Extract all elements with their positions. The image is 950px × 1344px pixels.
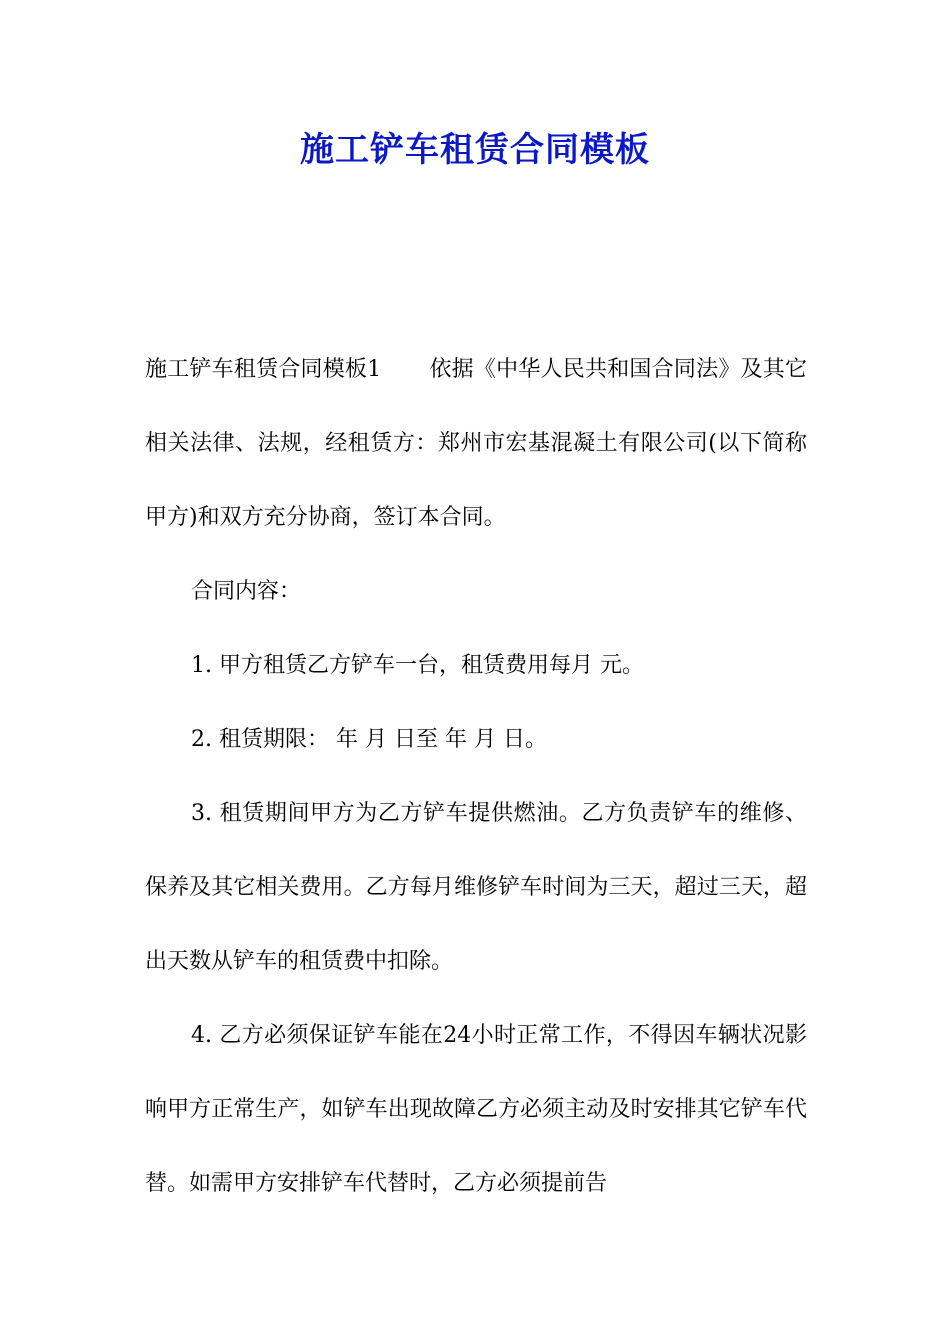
intro-heading: 施工铲车租赁合同模板1 xyxy=(145,357,382,382)
paragraph-clause-2: 2. 租赁期限： 年 月 日至 年 月 日。 xyxy=(191,727,547,752)
intro-text: 依据《中华人民共和国合同法》及其它相关法律、法规，经租赁方：郑州市宏基混凝土有限公司(以下简称甲方)和双方充分协商，签订本合同。 xyxy=(145,357,807,530)
paragraph-clause-4: 4. 乙方必须保证铲车能在24小时正常工作，不得因车辆状况影响甲方正常生产，如铲车出现故障乙方必须主动及时安排其它铲车代替。如需甲方安排铲车代替时，乙方必须提前告 xyxy=(145,1023,807,1196)
paragraph-contract-content: 合同内容： xyxy=(191,579,302,604)
document-body xyxy=(145,333,807,1221)
paragraph-clause-3: 3. 租赁期间甲方为乙方铲车提供燃油。乙方负责铲车的维修、保养及其它相关费用。乙方每月维修铲车时间为三天，超过三天，超出天数从铲车的租赁费中扣除。 xyxy=(145,801,807,974)
intro-paragraph xyxy=(145,333,807,555)
paragraph-clause-1: 1. 甲方租赁乙方铲车一台，租赁费用每月 元。 xyxy=(191,653,644,678)
document-title: 施工铲车租赁合同模板 xyxy=(300,130,650,170)
